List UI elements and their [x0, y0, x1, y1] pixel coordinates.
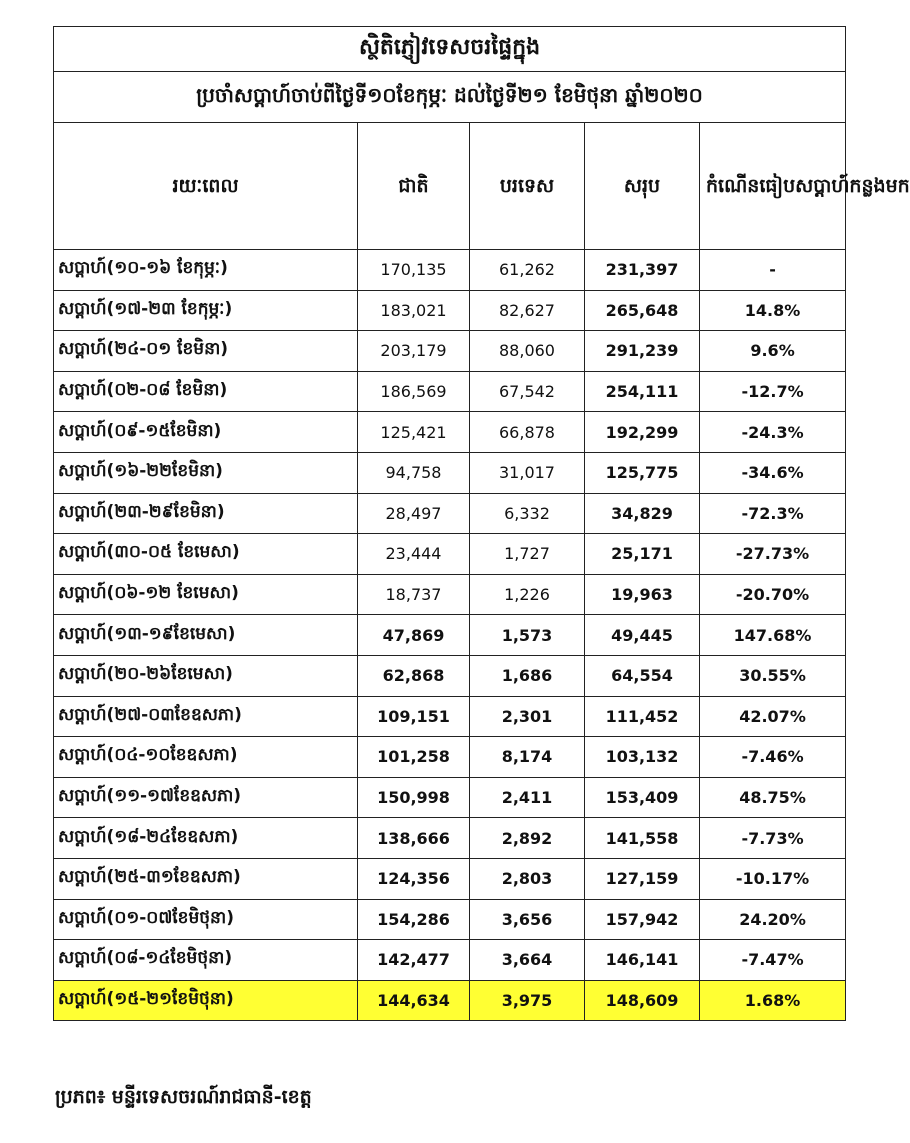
growth-cell: -34.6%: [700, 452, 846, 493]
national-cell: 94,758: [358, 452, 470, 493]
period-cell: សប្តាហ៍(០៦-១២ ខែមេសា): [54, 574, 358, 615]
growth-cell: -7.47%: [700, 940, 846, 981]
national-cell: 101,258: [358, 737, 470, 778]
national-cell: 125,421: [358, 412, 470, 453]
total-cell: 25,171: [585, 534, 700, 575]
table-row: [54, 858, 846, 899]
total-cell: 254,111: [585, 371, 700, 412]
foreign-cell: 3,664: [470, 940, 585, 981]
period-cell: សប្តាហ៍(០១-០៧ខែមិថុនា): [54, 899, 358, 940]
growth-cell: 48.75%: [700, 777, 846, 818]
foreign-cell: 3,975: [470, 980, 585, 1021]
period-cell: សប្តាហ៍(១៣-១៩ខែមេសា): [54, 615, 358, 656]
growth-cell: -24.3%: [700, 412, 846, 453]
table-row: [54, 655, 846, 696]
period-cell: សប្តាហ៍(២០-២៦ខែមេសា): [54, 655, 358, 696]
national-cell: 142,477: [358, 940, 470, 981]
total-cell: 19,963: [585, 574, 700, 615]
growth-cell: -7.73%: [700, 818, 846, 859]
growth-cell: 9.6%: [700, 331, 846, 372]
table-title: ស្ថិតិភ្ញៀវទេសចរផ្ទៃក្នុង: [54, 27, 846, 72]
table-row: [54, 331, 846, 372]
header-total: សរុប: [585, 123, 700, 250]
total-cell: 141,558: [585, 818, 700, 859]
table-row: [54, 534, 846, 575]
growth-cell: -: [700, 250, 846, 291]
foreign-cell: 67,542: [470, 371, 585, 412]
total-cell: 153,409: [585, 777, 700, 818]
growth-cell: 147.68%: [700, 615, 846, 656]
header-growth: កំណើនធៀបសប្តាហ៍កន្លងមក: [700, 123, 846, 250]
national-cell: 62,868: [358, 655, 470, 696]
national-cell: 170,135: [358, 250, 470, 291]
table-row: [54, 940, 846, 981]
period-cell: សប្តាហ៍(០៨-១៤ខែមិថុនា): [54, 940, 358, 981]
table-row: [54, 290, 846, 331]
total-cell: 64,554: [585, 655, 700, 696]
growth-cell: 30.55%: [700, 655, 846, 696]
national-cell: 109,151: [358, 696, 470, 737]
table-row: [54, 371, 846, 412]
source-note: ប្រភព៖ មន្ទីរទេសចរណ៍រាជធានី-ខេត្ត: [55, 1086, 312, 1108]
table-row: [54, 818, 846, 859]
table-row: [54, 696, 846, 737]
total-cell: 125,775: [585, 452, 700, 493]
table-row: [54, 980, 846, 1021]
growth-cell: -12.7%: [700, 371, 846, 412]
national-cell: 183,021: [358, 290, 470, 331]
national-cell: 186,569: [358, 371, 470, 412]
period-cell: សប្តាហ៍(៣០-០៥ ខែមេសា): [54, 534, 358, 575]
total-cell: 231,397: [585, 250, 700, 291]
foreign-cell: 3,656: [470, 899, 585, 940]
total-cell: 265,648: [585, 290, 700, 331]
period-cell: សប្តាហ៍(០៤-១០ខែឧសភា): [54, 737, 358, 778]
table-row: [54, 737, 846, 778]
table-row: [54, 777, 846, 818]
period-cell: សប្តាហ៍(២៧-០៣ខែឧសភា): [54, 696, 358, 737]
header-foreign: បរទេស: [470, 123, 585, 250]
table-row: [54, 899, 846, 940]
tourist-statistics-table: [53, 26, 910, 1021]
total-cell: 192,299: [585, 412, 700, 453]
foreign-cell: 2,411: [470, 777, 585, 818]
header-period: រយៈពេល: [54, 123, 358, 250]
foreign-cell: 2,803: [470, 858, 585, 899]
foreign-cell: 6,332: [470, 493, 585, 534]
foreign-cell: 82,627: [470, 290, 585, 331]
foreign-cell: 2,892: [470, 818, 585, 859]
total-cell: 146,141: [585, 940, 700, 981]
growth-cell: -7.46%: [700, 737, 846, 778]
national-cell: 150,998: [358, 777, 470, 818]
national-cell: 154,286: [358, 899, 470, 940]
foreign-cell: 1,573: [470, 615, 585, 656]
national-cell: 28,497: [358, 493, 470, 534]
table-subtitle: ប្រចាំសប្តាហ៍ចាប់ពីថ្ងៃទី១០ខែកុម្ភៈ ដល់ថ្ងៃទី២១ ខែមិថុនា ឆ្នាំ២០២០: [54, 72, 846, 123]
foreign-cell: 61,262: [470, 250, 585, 291]
national-cell: 18,737: [358, 574, 470, 615]
foreign-cell: 31,017: [470, 452, 585, 493]
period-cell: សប្តាហ៍(២៥-៣១ខែឧសភា): [54, 858, 358, 899]
growth-cell: 1.68%: [700, 980, 846, 1021]
table-row: [54, 250, 846, 291]
national-cell: 23,444: [358, 534, 470, 575]
foreign-cell: 2,301: [470, 696, 585, 737]
period-cell: សប្តាហ៍(២៣-២៩ខែមិនា): [54, 493, 358, 534]
period-cell: សប្តាហ៍(១៥-២១ខែមិថុនា): [54, 980, 358, 1021]
national-cell: 144,634: [358, 980, 470, 1021]
total-cell: 148,609: [585, 980, 700, 1021]
period-cell: សប្តាហ៍(១០-១៦ ខែកុម្ភៈ): [54, 250, 358, 291]
period-cell: សប្តាហ៍(០៩-១៥ខែមិនា): [54, 412, 358, 453]
total-cell: 49,445: [585, 615, 700, 656]
period-cell: សប្តាហ៍(១៧-២៣ ខែកុម្ភៈ): [54, 290, 358, 331]
national-cell: 203,179: [358, 331, 470, 372]
foreign-cell: 8,174: [470, 737, 585, 778]
total-cell: 157,942: [585, 899, 700, 940]
total-cell: 127,159: [585, 858, 700, 899]
national-cell: 47,869: [358, 615, 470, 656]
header-national: ជាតិ: [358, 123, 470, 250]
growth-cell: 42.07%: [700, 696, 846, 737]
total-cell: 111,452: [585, 696, 700, 737]
period-cell: សប្តាហ៍(១៦-២២ខែមិនា): [54, 452, 358, 493]
foreign-cell: 66,878: [470, 412, 585, 453]
table-row: [54, 452, 846, 493]
growth-cell: -10.17%: [700, 858, 846, 899]
total-cell: 103,132: [585, 737, 700, 778]
table-row: [54, 412, 846, 453]
table-row: [54, 615, 846, 656]
foreign-cell: 1,727: [470, 534, 585, 575]
period-cell: សប្តាហ៍(១៨-២៤ខែឧសភា): [54, 818, 358, 859]
table-row: [54, 574, 846, 615]
total-cell: 34,829: [585, 493, 700, 534]
period-cell: សប្តាហ៍(០២-០៨ ខែមិនា): [54, 371, 358, 412]
foreign-cell: 88,060: [470, 331, 585, 372]
national-cell: 138,666: [358, 818, 470, 859]
period-cell: សប្តាហ៍(១១-១៧ខែឧសភា): [54, 777, 358, 818]
growth-cell: 14.8%: [700, 290, 846, 331]
total-cell: 291,239: [585, 331, 700, 372]
table-row: [54, 493, 846, 534]
national-cell: 124,356: [358, 858, 470, 899]
foreign-cell: 1,226: [470, 574, 585, 615]
foreign-cell: 1,686: [470, 655, 585, 696]
period-cell: សប្តាហ៍(២៤-០១ ខែមិនា): [54, 331, 358, 372]
growth-cell: -72.3%: [700, 493, 846, 534]
growth-cell: 24.20%: [700, 899, 846, 940]
growth-cell: -20.70%: [700, 574, 846, 615]
growth-cell: -27.73%: [700, 534, 846, 575]
